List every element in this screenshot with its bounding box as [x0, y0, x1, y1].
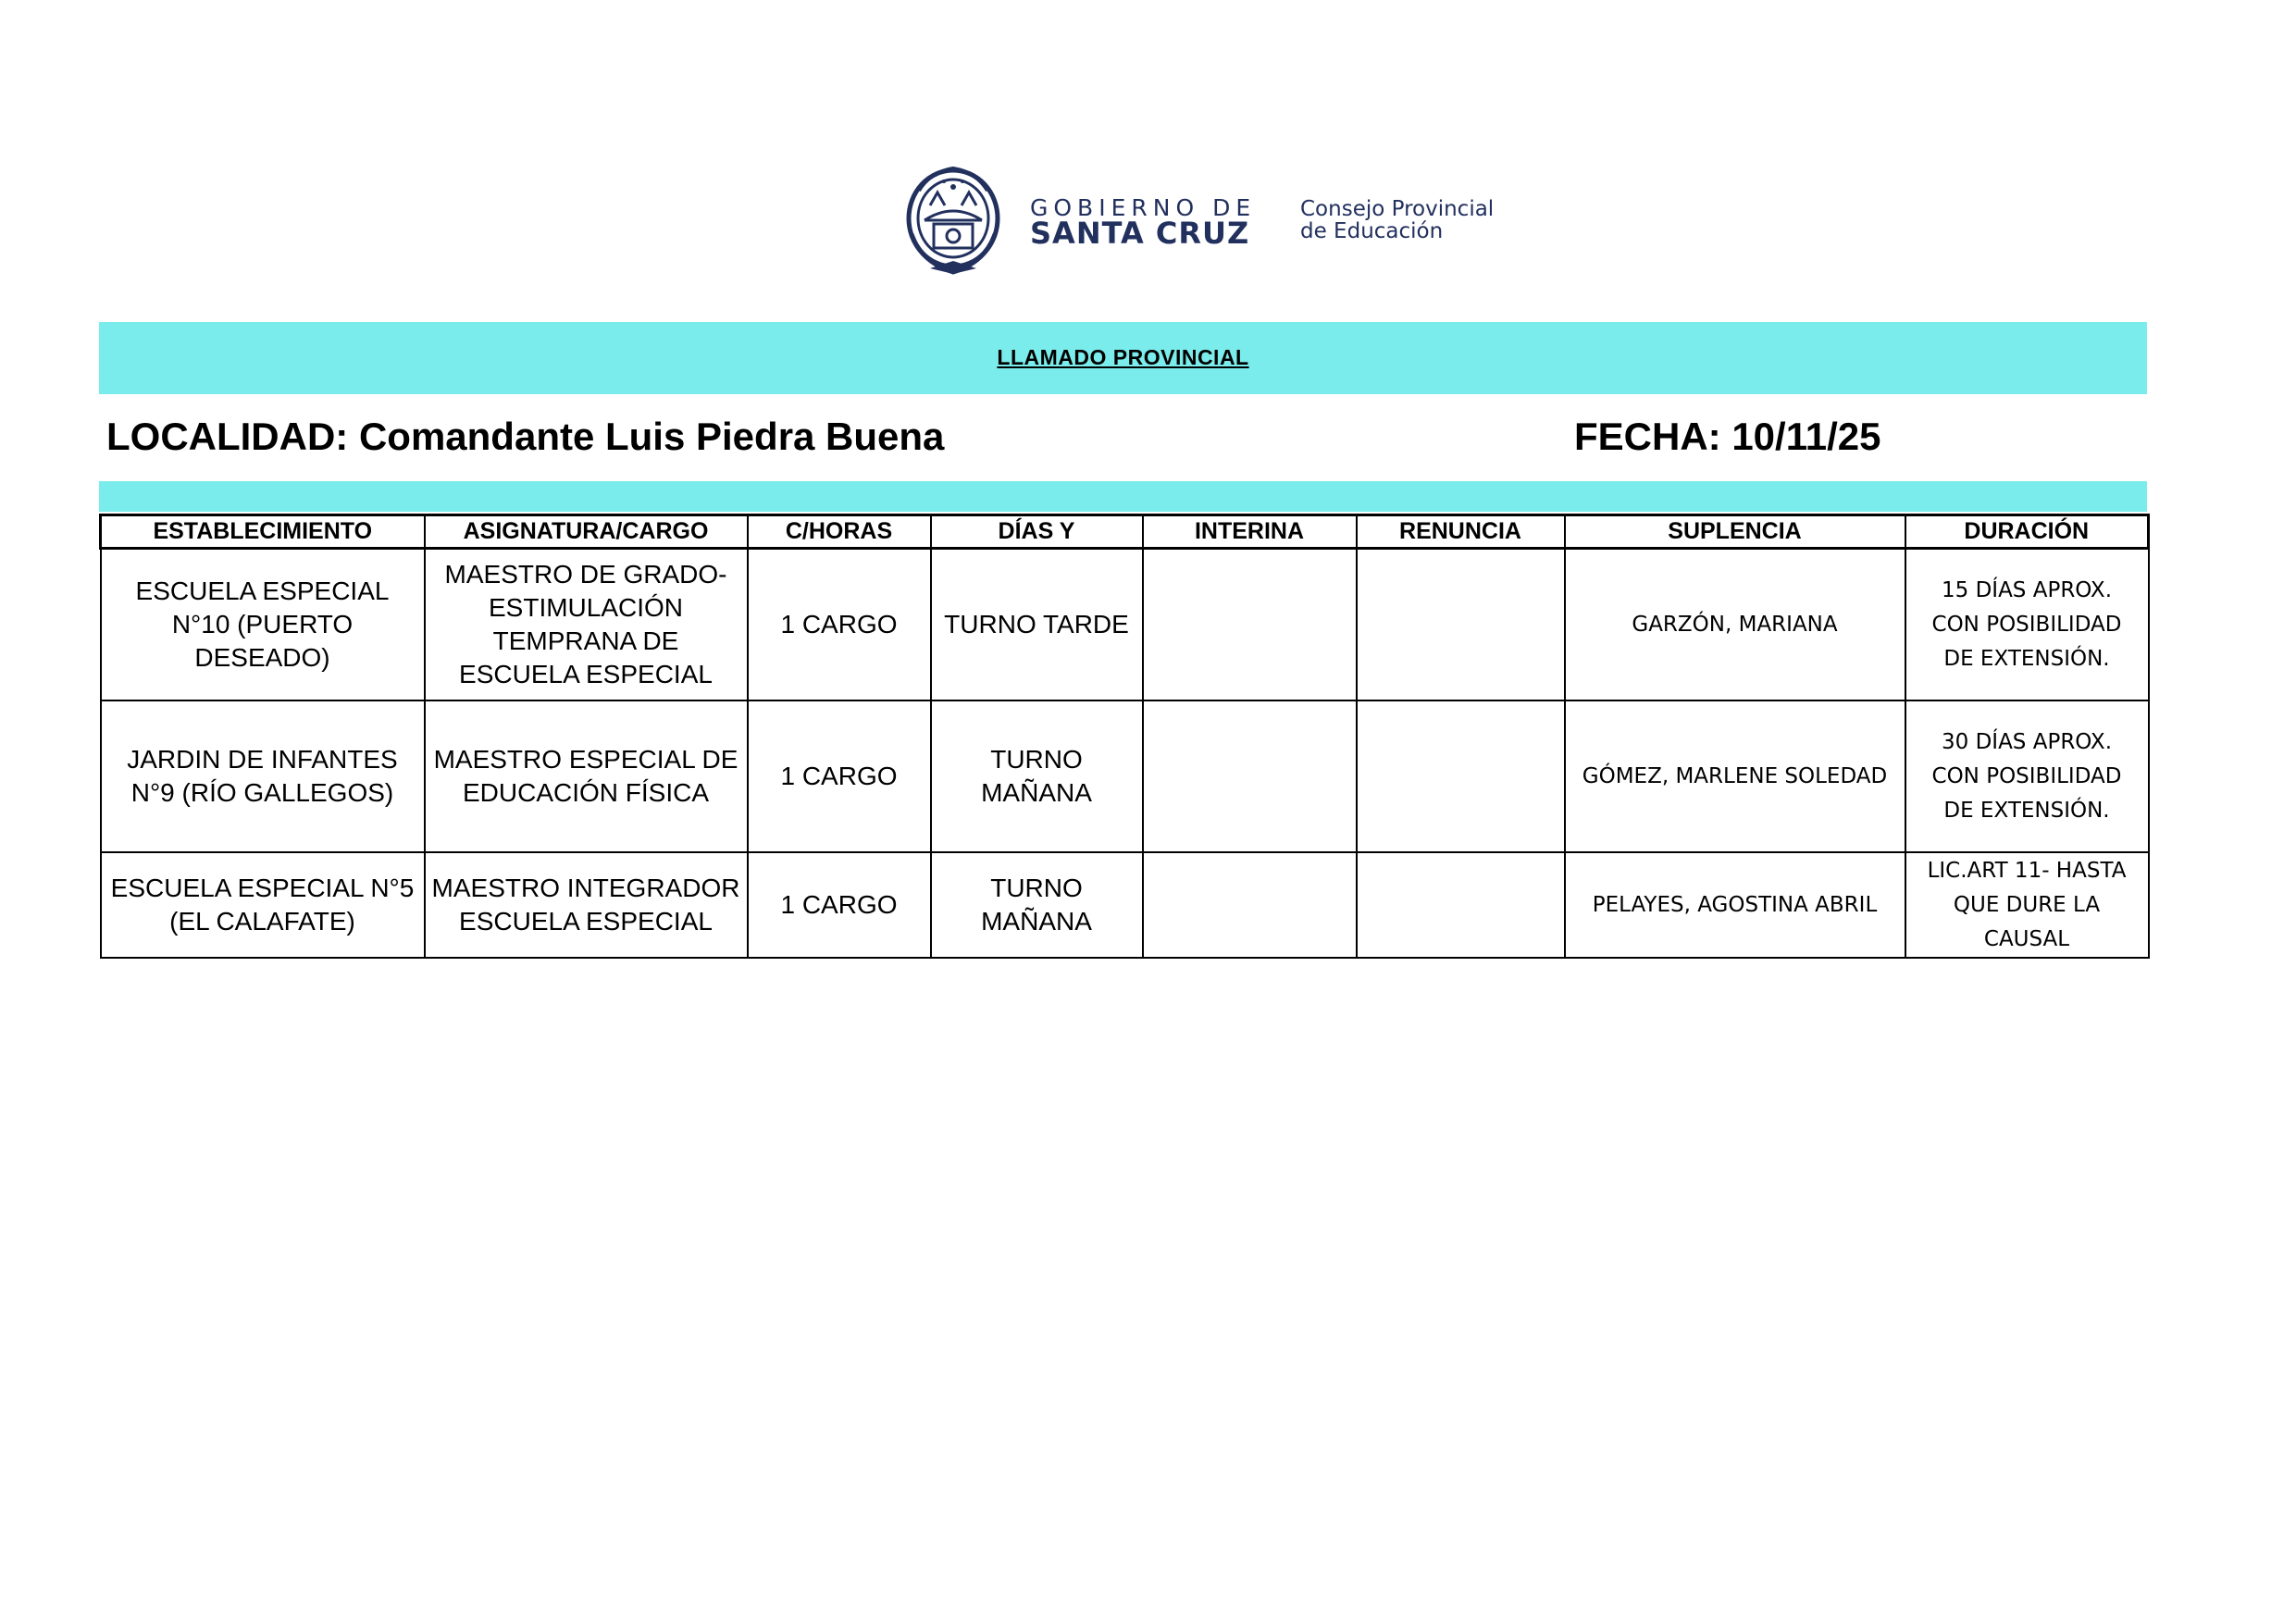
cell-duracion: 15 DÍAS APROX. CON POSIBILIDAD DE EXTENSIÓN. [1905, 549, 2149, 701]
column-header: ASIGNATURA/CARGO [425, 515, 748, 549]
table-row [101, 852, 2149, 958]
cell-horas: 1 CARGO [748, 852, 931, 958]
header-logo [902, 165, 1532, 278]
cell-suplencia: PELAYES, AGOSTINA ABRIL [1565, 852, 1905, 958]
cell-dias: TURNO MAÑANA [931, 852, 1143, 958]
cell-horas: 1 CARGO [748, 700, 931, 852]
gov-line1: GOBIERNO DE [1030, 194, 1257, 221]
column-header: C/HORAS [748, 515, 931, 549]
column-header: SUPLENCIA [1565, 515, 1905, 549]
gov-line2: SANTA CRUZ [1030, 216, 1250, 251]
cell-suplencia: GÓMEZ, MARLENE SOLEDAD [1565, 700, 1905, 852]
table-header-row [101, 515, 2149, 549]
cell-duracion: LIC.ART 11- HASTA QUE DURE LA CAUSAL [1905, 852, 2149, 958]
cpe-line1: Consejo Provincial [1300, 197, 1495, 221]
cell-interina [1143, 700, 1357, 852]
cell-asignatura: MAESTRO ESPECIAL DE EDUCACIÓN FÍSICA [425, 700, 748, 852]
banner [99, 322, 2147, 394]
divider-bar [99, 481, 2147, 512]
cell-dias: TURNO TARDE [931, 549, 1143, 701]
column-header: DURACIÓN [1905, 515, 2149, 549]
cell-duracion: 30 DÍAS APROX. CON POSIBILIDAD DE EXTENSIÓN. [1905, 700, 2149, 852]
cell-suplencia: GARZÓN, MARIANA [1565, 549, 1905, 701]
column-header: INTERINA [1143, 515, 1357, 549]
cpe-line2: de Educación [1300, 219, 1444, 243]
seal-icon [902, 165, 1004, 278]
cell-horas: 1 CARGO [748, 549, 931, 701]
table-row [101, 700, 2149, 852]
cell-establecimiento: JARDIN DE INFANTES N°9 (RÍO GALLEGOS) [101, 700, 425, 852]
table-row [101, 549, 2149, 701]
cell-establecimiento: ESCUELA ESPECIAL N°10 (PUERTO DESEADO) [101, 549, 425, 701]
cell-renuncia [1357, 549, 1565, 701]
cell-interina [1143, 852, 1357, 958]
column-header: ESTABLECIMIENTO [101, 515, 425, 549]
vacancies-table [99, 514, 2150, 959]
localidad: LOCALIDAD: Comandante Luis Piedra Buena [106, 415, 945, 458]
cell-establecimiento: ESCUELA ESPECIAL N°5 (EL CALAFATE) [101, 852, 425, 958]
cell-renuncia [1357, 700, 1565, 852]
cell-dias: TURNO MAÑANA [931, 700, 1143, 852]
column-header: DÍAS Y [931, 515, 1143, 549]
cell-renuncia [1357, 852, 1565, 958]
banner-title: LLAMADO PROVINCIAL [997, 345, 1249, 369]
cell-interina [1143, 549, 1357, 701]
column-header: RENUNCIA [1357, 515, 1565, 549]
cell-asignatura: MAESTRO INTEGRADOR ESCUELA ESPECIAL [425, 852, 748, 958]
fecha: FECHA: 10/11/25 [1574, 415, 1881, 458]
cell-asignatura: MAESTRO DE GRADO- ESTIMULACIÓN TEMPRANA DE ESCUELA ESPECIAL [425, 549, 748, 701]
